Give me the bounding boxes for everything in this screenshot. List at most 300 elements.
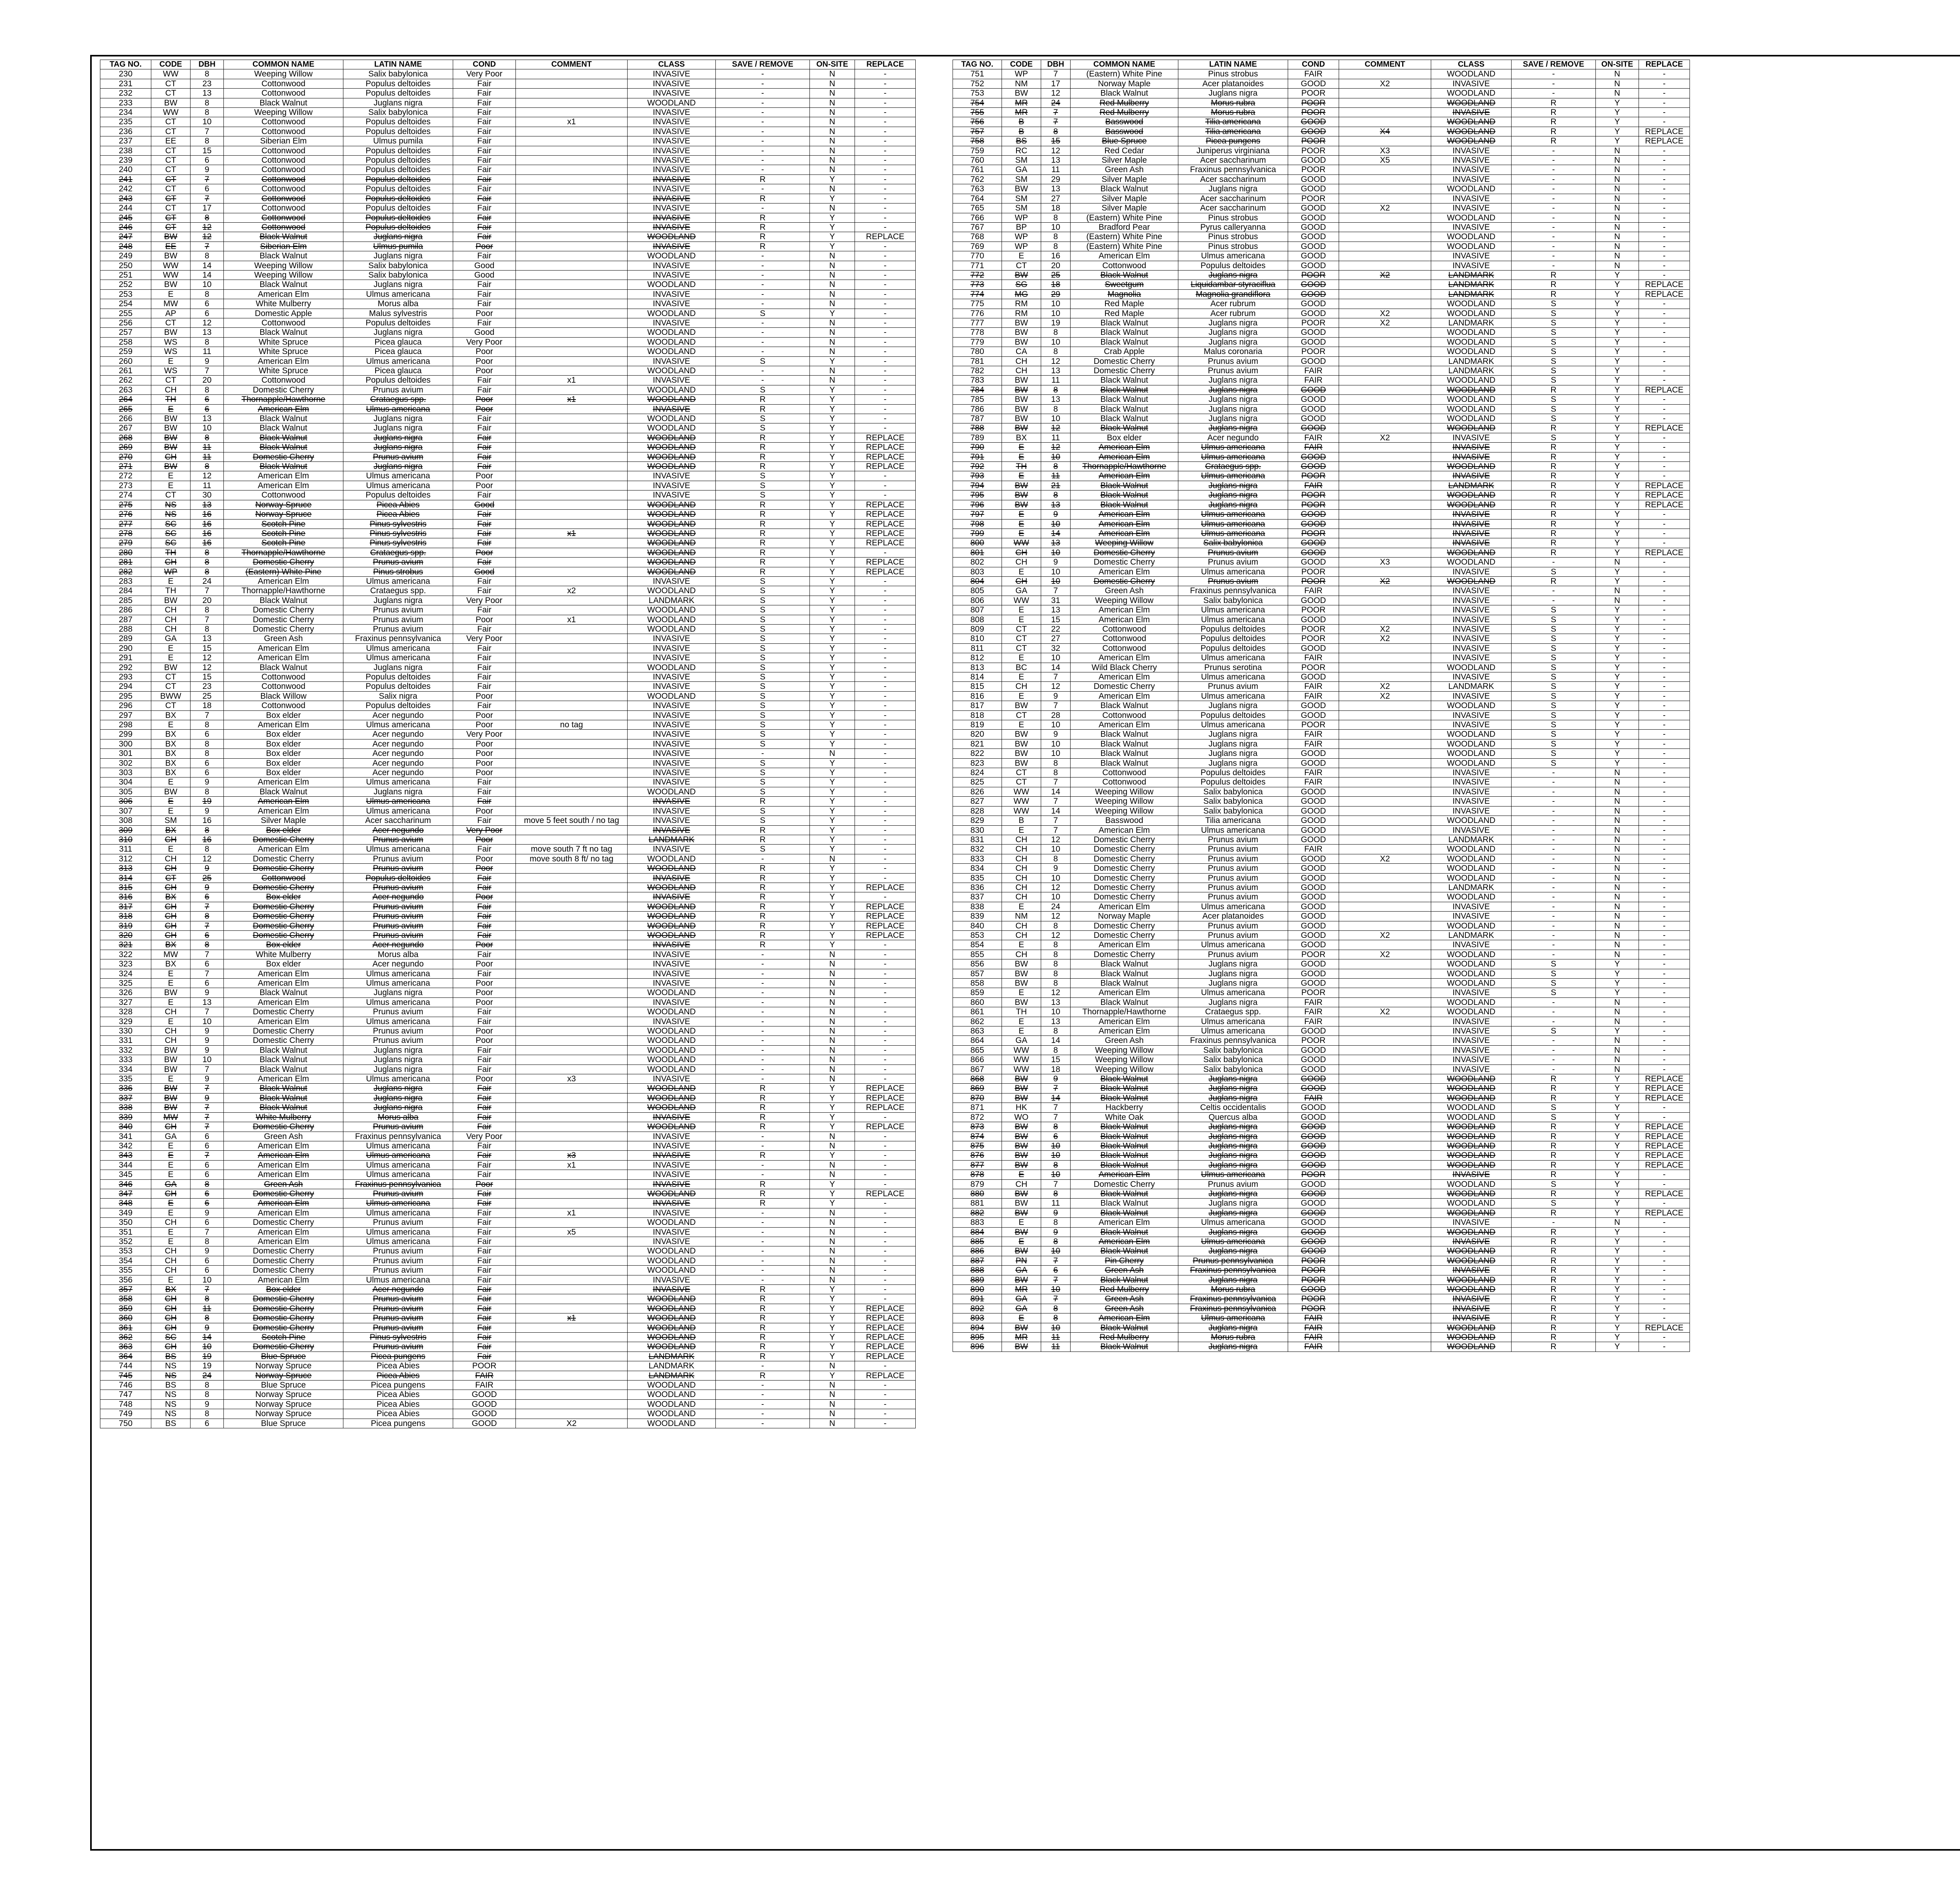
table-cell: R xyxy=(1512,1294,1596,1304)
table-row xyxy=(953,251,1690,261)
table-cell: 806 xyxy=(953,596,1002,605)
table-cell: American Elm xyxy=(224,653,343,663)
table-cell: - xyxy=(1512,1036,1596,1045)
table-cell: 821 xyxy=(953,739,1002,748)
table-cell: - xyxy=(855,1199,916,1208)
table-cell: GOOD xyxy=(1288,758,1339,768)
table-cell: Malus coronaria xyxy=(1178,347,1288,356)
table-cell: S xyxy=(1512,1103,1596,1112)
table-cell xyxy=(1339,1055,1431,1065)
table-cell: - xyxy=(855,701,916,710)
table-cell: R xyxy=(1512,1285,1596,1294)
table-row xyxy=(100,309,916,318)
table-cell: 10 xyxy=(1041,452,1071,461)
table-cell: INVASIVE xyxy=(1431,691,1512,701)
table-cell xyxy=(1339,385,1431,394)
table-cell: R xyxy=(716,222,810,232)
table-cell xyxy=(516,222,628,232)
column-header: REPLACE xyxy=(855,60,916,69)
table-row xyxy=(953,452,1690,461)
table-cell: - xyxy=(1639,299,1690,309)
table-row xyxy=(100,624,916,634)
table-cell: - xyxy=(1639,930,1690,940)
table-cell: N xyxy=(810,1399,855,1409)
table-cell: S xyxy=(716,309,810,318)
table-cell: WW xyxy=(1002,538,1041,548)
table-row xyxy=(953,156,1690,165)
table-cell: REPLACE xyxy=(855,452,916,461)
table-cell: WOODLAND xyxy=(1431,1084,1512,1093)
table-cell xyxy=(516,778,628,787)
table-cell: REPLACE xyxy=(855,1122,916,1132)
table-row xyxy=(100,423,916,433)
table-cell: - xyxy=(716,299,810,309)
table-cell: INVASIVE xyxy=(628,203,716,213)
table-cell: Y xyxy=(1596,1074,1639,1084)
table-cell: S xyxy=(716,624,810,634)
table-cell: POOR xyxy=(1288,605,1339,615)
table-cell: - xyxy=(716,156,810,165)
table-cell: American Elm xyxy=(224,1199,343,1208)
table-cell: Y xyxy=(810,194,855,203)
table-cell: American Elm xyxy=(224,576,343,586)
table-cell: N xyxy=(810,979,855,988)
table-row xyxy=(100,854,916,863)
table-cell: R xyxy=(1512,519,1596,529)
table-cell: INVASIVE xyxy=(1431,825,1512,835)
table-row xyxy=(100,156,916,165)
table-cell: - xyxy=(855,959,916,969)
table-cell: Y xyxy=(810,835,855,844)
table-row xyxy=(953,1084,1690,1093)
table-cell: R xyxy=(716,1084,810,1093)
table-cell: - xyxy=(855,1409,916,1419)
table-cell: E xyxy=(1002,825,1041,835)
table-cell: - xyxy=(855,1419,916,1428)
table-cell: BX xyxy=(151,749,191,758)
table-cell: 8 xyxy=(1041,462,1071,471)
table-cell xyxy=(516,165,628,174)
table-cell: S xyxy=(1512,1026,1596,1036)
table-cell: INVASIVE xyxy=(628,261,716,270)
table-cell: - xyxy=(716,261,810,270)
table-cell xyxy=(1339,1313,1431,1323)
table-cell: 24 xyxy=(1041,98,1071,107)
table-cell: 30 xyxy=(191,490,224,500)
table-cell: E xyxy=(151,1199,191,1208)
table-cell: - xyxy=(716,1227,810,1237)
table-cell xyxy=(516,558,628,567)
table-cell: E xyxy=(151,576,191,586)
table-row xyxy=(953,1246,1690,1256)
table-cell: 315 xyxy=(100,883,151,892)
table-cell: - xyxy=(1639,1036,1690,1045)
table-cell: 6 xyxy=(191,1189,224,1198)
table-cell: Fair xyxy=(453,586,516,596)
table-cell: - xyxy=(1639,806,1690,816)
table-cell: 339 xyxy=(100,1112,151,1122)
table-cell: Juglans nigra xyxy=(1178,1151,1288,1160)
table-cell: Ulmus americana xyxy=(1178,1026,1288,1036)
table-cell: S xyxy=(1512,701,1596,710)
table-cell: REPLACE xyxy=(1639,500,1690,509)
table-cell: 750 xyxy=(100,1419,151,1428)
table-row xyxy=(100,1256,916,1265)
table-row xyxy=(953,1208,1690,1217)
table-cell: Black Walnut xyxy=(1071,969,1178,978)
table-cell: Ulmus americana xyxy=(343,404,453,414)
table-cell: POOR xyxy=(1288,89,1339,98)
table-cell: N xyxy=(810,203,855,213)
table-cell: GOOD xyxy=(1288,1084,1339,1093)
table-cell xyxy=(1339,959,1431,969)
table-cell: Black Walnut xyxy=(1071,500,1178,509)
table-cell: 7 xyxy=(191,1084,224,1093)
table-cell: 755 xyxy=(953,108,1002,117)
table-cell: Y xyxy=(1596,136,1639,146)
table-cell: - xyxy=(1639,510,1690,519)
table-cell: 9 xyxy=(1041,864,1071,873)
table-cell xyxy=(516,797,628,806)
table-cell: GOOD xyxy=(1288,232,1339,242)
table-cell: - xyxy=(1512,89,1596,98)
table-cell: S xyxy=(716,615,810,624)
table-cell: 889 xyxy=(953,1275,1002,1284)
table-cell: Fair xyxy=(453,558,516,567)
table-cell: Poor xyxy=(453,1074,516,1084)
table-cell: POOR xyxy=(1288,576,1339,586)
table-cell: WOODLAND xyxy=(628,1218,716,1227)
table-cell xyxy=(516,1304,628,1313)
table-cell: - xyxy=(716,959,810,969)
table-cell: Populus deltoides xyxy=(343,203,453,213)
table-cell: - xyxy=(855,289,916,299)
table-cell: - xyxy=(1639,997,1690,1007)
table-cell xyxy=(516,309,628,318)
table-cell: S xyxy=(1512,969,1596,978)
table-cell: E xyxy=(1002,1237,1041,1246)
table-cell xyxy=(1339,538,1431,548)
table-cell: Liquidambar styraciflua xyxy=(1178,280,1288,289)
table-cell: 19 xyxy=(191,797,224,806)
table-cell: Juglans nigra xyxy=(343,423,453,433)
table-cell: Domestic Cherry xyxy=(1071,892,1178,902)
table-cell: American Elm xyxy=(1071,902,1178,911)
table-cell: - xyxy=(855,376,916,385)
table-cell xyxy=(1339,1256,1431,1265)
table-cell: Fair xyxy=(453,79,516,88)
table-cell: Weeping Willow xyxy=(1071,1045,1178,1055)
table-row xyxy=(100,576,916,586)
table-row xyxy=(953,404,1690,414)
table-cell: N xyxy=(1596,835,1639,844)
table-cell: 813 xyxy=(953,663,1002,672)
table-cell xyxy=(1339,883,1431,892)
table-cell: Juglans nigra xyxy=(1178,749,1288,758)
table-cell: Cottonwood xyxy=(1071,643,1178,653)
table-cell: Ulmus americana xyxy=(343,1275,453,1284)
table-cell: Fraxinus pennsylvanica xyxy=(343,1132,453,1141)
table-cell: - xyxy=(716,1160,810,1170)
table-cell: American Elm xyxy=(224,997,343,1007)
table-cell: WOODLAND xyxy=(628,1399,716,1409)
table-cell: American Elm xyxy=(224,1151,343,1160)
table-cell: Fair xyxy=(453,117,516,127)
table-cell: Domestic Cherry xyxy=(224,912,343,921)
table-row xyxy=(953,366,1690,376)
table-cell: - xyxy=(855,969,916,978)
table-cell: - xyxy=(716,1218,810,1227)
table-cell: FAIR xyxy=(1288,1323,1339,1332)
table-cell: Weeping Willow xyxy=(1071,806,1178,816)
table-cell: - xyxy=(855,576,916,586)
table-cell: Y xyxy=(1596,605,1639,615)
table-cell: GOOD xyxy=(1288,1189,1339,1198)
table-cell: Fair xyxy=(453,184,516,194)
table-row xyxy=(953,930,1690,940)
table-cell: CH xyxy=(1002,835,1041,844)
table-cell: BW xyxy=(1002,376,1041,385)
table-cell: 892 xyxy=(953,1304,1002,1313)
table-cell: Domestic Cherry xyxy=(1071,930,1178,940)
table-cell: GOOD xyxy=(1288,356,1339,366)
table-cell: Picea glauca xyxy=(343,337,453,347)
table-cell: N xyxy=(810,988,855,997)
table-cell: 8 xyxy=(191,787,224,796)
table-cell: INVASIVE xyxy=(628,1208,716,1217)
table-cell: N xyxy=(810,366,855,376)
table-cell: Weeping Willow xyxy=(1071,797,1178,806)
table-row xyxy=(953,519,1690,529)
table-cell: 766 xyxy=(953,213,1002,222)
table-cell: BW xyxy=(1002,404,1041,414)
table-cell: Cottonwood xyxy=(224,318,343,327)
table-cell xyxy=(1339,1045,1431,1055)
table-cell: Black Walnut xyxy=(1071,1246,1178,1256)
table-cell xyxy=(1339,471,1431,481)
table-cell: 345 xyxy=(100,1170,151,1179)
table-cell: Domestic Cherry xyxy=(224,385,343,394)
table-cell: - xyxy=(1639,165,1690,174)
table-cell: N xyxy=(810,969,855,978)
table-cell: 7 xyxy=(1041,69,1071,79)
table-cell: Y xyxy=(1596,356,1639,366)
table-cell: - xyxy=(855,1399,916,1409)
table-cell: 10 xyxy=(1041,845,1071,854)
table-cell xyxy=(1339,921,1431,930)
table-cell: E xyxy=(1002,443,1041,452)
table-cell: 22 xyxy=(1041,624,1071,634)
table-cell: CH xyxy=(151,912,191,921)
table-cell: Y xyxy=(1596,1103,1639,1112)
table-cell: Ulmus americana xyxy=(343,969,453,978)
table-cell: Scotch Pine xyxy=(224,519,343,529)
table-row xyxy=(100,1313,916,1323)
table-cell: S xyxy=(1512,672,1596,682)
table-row xyxy=(953,1199,1690,1208)
table-cell: Fair xyxy=(453,663,516,672)
table-cell: INVASIVE xyxy=(628,1132,716,1141)
table-cell: 352 xyxy=(100,1237,151,1246)
table-cell: 306 xyxy=(100,797,151,806)
table-cell: CH xyxy=(151,883,191,892)
table-cell: 17 xyxy=(191,203,224,213)
table-cell: GOOD xyxy=(1288,1026,1339,1036)
table-cell: 885 xyxy=(953,1237,1002,1246)
table-cell: 879 xyxy=(953,1179,1002,1189)
table-cell: CH xyxy=(151,835,191,844)
table-cell: - xyxy=(716,1266,810,1275)
table-cell: - xyxy=(1512,854,1596,863)
table-row xyxy=(100,1103,916,1112)
table-cell: GOOD xyxy=(1288,174,1339,184)
table-cell: - xyxy=(855,1007,916,1017)
table-cell: - xyxy=(855,806,916,816)
table-row xyxy=(953,691,1690,701)
table-cell xyxy=(516,366,628,376)
table-cell: POOR xyxy=(1288,1256,1339,1265)
table-cell: 8 xyxy=(191,385,224,394)
table-cell: CT xyxy=(151,203,191,213)
table-cell xyxy=(516,299,628,309)
table-cell: Populus deltoides xyxy=(1178,261,1288,270)
table-cell xyxy=(516,1199,628,1208)
table-cell: Populus deltoides xyxy=(343,127,453,136)
table-cell: Ulmus americana xyxy=(1178,1017,1288,1026)
table-cell: WOODLAND xyxy=(628,510,716,519)
table-cell: S xyxy=(1512,749,1596,758)
table-cell: Fair xyxy=(453,529,516,538)
table-cell: 323 xyxy=(100,959,151,969)
table-cell: Fair xyxy=(453,845,516,854)
table-cell: WOODLAND xyxy=(1431,1256,1512,1265)
table-cell: - xyxy=(1512,222,1596,232)
table-cell: GOOD xyxy=(453,1409,516,1419)
table-cell: INVASIVE xyxy=(628,1285,716,1294)
table-cell: American Elm xyxy=(1071,471,1178,481)
table-cell: 247 xyxy=(100,232,151,242)
table-cell: 870 xyxy=(953,1093,1002,1103)
table-cell: B xyxy=(1002,117,1041,127)
table-row xyxy=(953,462,1690,471)
table-cell: - xyxy=(716,1132,810,1141)
table-cell: - xyxy=(855,1256,916,1265)
table-cell: 249 xyxy=(100,251,151,261)
table-cell: E xyxy=(151,1227,191,1237)
table-cell: - xyxy=(855,1275,916,1284)
table-cell: 14 xyxy=(191,270,224,280)
table-cell: - xyxy=(1639,768,1690,778)
table-cell: - xyxy=(1512,146,1596,155)
table-cell: Cottonwood xyxy=(224,490,343,500)
table-cell: Very Poor xyxy=(453,69,516,79)
table-cell: American Elm xyxy=(224,797,343,806)
table-cell: Fair xyxy=(453,1246,516,1256)
table-cell: - xyxy=(1639,98,1690,107)
table-cell: Silver Maple xyxy=(1071,194,1178,203)
table-cell: BW xyxy=(1002,1246,1041,1256)
table-cell: Domestic Cherry xyxy=(224,452,343,461)
table-cell: Cottonwood xyxy=(1071,710,1178,720)
table-cell: 865 xyxy=(953,1045,1002,1055)
table-cell: Juglans nigra xyxy=(1178,1160,1288,1170)
table-cell: Y xyxy=(810,672,855,682)
table-cell: Black Walnut xyxy=(224,423,343,433)
table-cell xyxy=(516,423,628,433)
table-cell: Salix babylonica xyxy=(1178,596,1288,605)
table-row xyxy=(100,892,916,902)
table-cell: - xyxy=(716,1275,810,1284)
table-cell: 814 xyxy=(953,672,1002,682)
table-cell: - xyxy=(1639,462,1690,471)
table-cell xyxy=(516,471,628,481)
tree-table-header-row xyxy=(100,60,916,69)
table-cell: WOODLAND xyxy=(628,586,716,596)
table-cell: - xyxy=(855,1017,916,1026)
table-cell: 828 xyxy=(953,806,1002,816)
table-cell: WOODLAND xyxy=(628,251,716,261)
table-cell: N xyxy=(810,136,855,146)
table-cell: American Elm xyxy=(1071,988,1178,997)
table-row xyxy=(100,242,916,251)
table-cell: 263 xyxy=(100,385,151,394)
table-cell: - xyxy=(855,1074,916,1084)
table-cell: 271 xyxy=(100,462,151,471)
table-cell: Y xyxy=(1596,1304,1639,1313)
table-cell: 799 xyxy=(953,529,1002,538)
table-cell: - xyxy=(855,835,916,844)
table-cell: - xyxy=(1512,69,1596,79)
table-cell: Prunus serotina xyxy=(1178,663,1288,672)
table-cell: - xyxy=(855,720,916,730)
table-cell: INVASIVE xyxy=(1431,1313,1512,1323)
table-cell: Y xyxy=(1596,758,1639,768)
table-cell: Populus deltoides xyxy=(343,117,453,127)
table-row xyxy=(953,194,1690,203)
table-cell: S xyxy=(1512,414,1596,423)
table-cell: POOR xyxy=(1288,1304,1339,1313)
table-cell: Y xyxy=(810,586,855,596)
table-cell xyxy=(1339,1237,1431,1246)
table-cell: POOR xyxy=(1288,98,1339,107)
table-cell xyxy=(1339,1017,1431,1026)
table-cell: - xyxy=(716,203,810,213)
table-cell: INVASIVE xyxy=(1431,1065,1512,1074)
table-cell: 878 xyxy=(953,1170,1002,1179)
table-cell: N xyxy=(810,959,855,969)
table-cell: Fair xyxy=(453,174,516,184)
table-cell: E xyxy=(1002,452,1041,461)
table-cell: S xyxy=(1512,366,1596,376)
table-cell: REPLACE xyxy=(855,500,916,509)
table-cell: Poor xyxy=(453,835,516,844)
table-cell: 894 xyxy=(953,1323,1002,1332)
table-cell: 6 xyxy=(191,404,224,414)
table-cell: American Elm xyxy=(1071,653,1178,663)
table-cell: - xyxy=(1512,825,1596,835)
table-cell: - xyxy=(716,988,810,997)
table-cell: Green Ash xyxy=(1071,1294,1178,1304)
table-cell: - xyxy=(716,165,810,174)
table-cell: White Spruce xyxy=(224,337,343,347)
table-cell xyxy=(1339,1122,1431,1132)
table-cell: - xyxy=(855,146,916,155)
table-cell: Fair xyxy=(453,1266,516,1275)
table-cell: MR xyxy=(1002,108,1041,117)
table-cell: POOR xyxy=(1288,624,1339,634)
table-cell: Y xyxy=(810,615,855,624)
table-cell xyxy=(516,1218,628,1227)
